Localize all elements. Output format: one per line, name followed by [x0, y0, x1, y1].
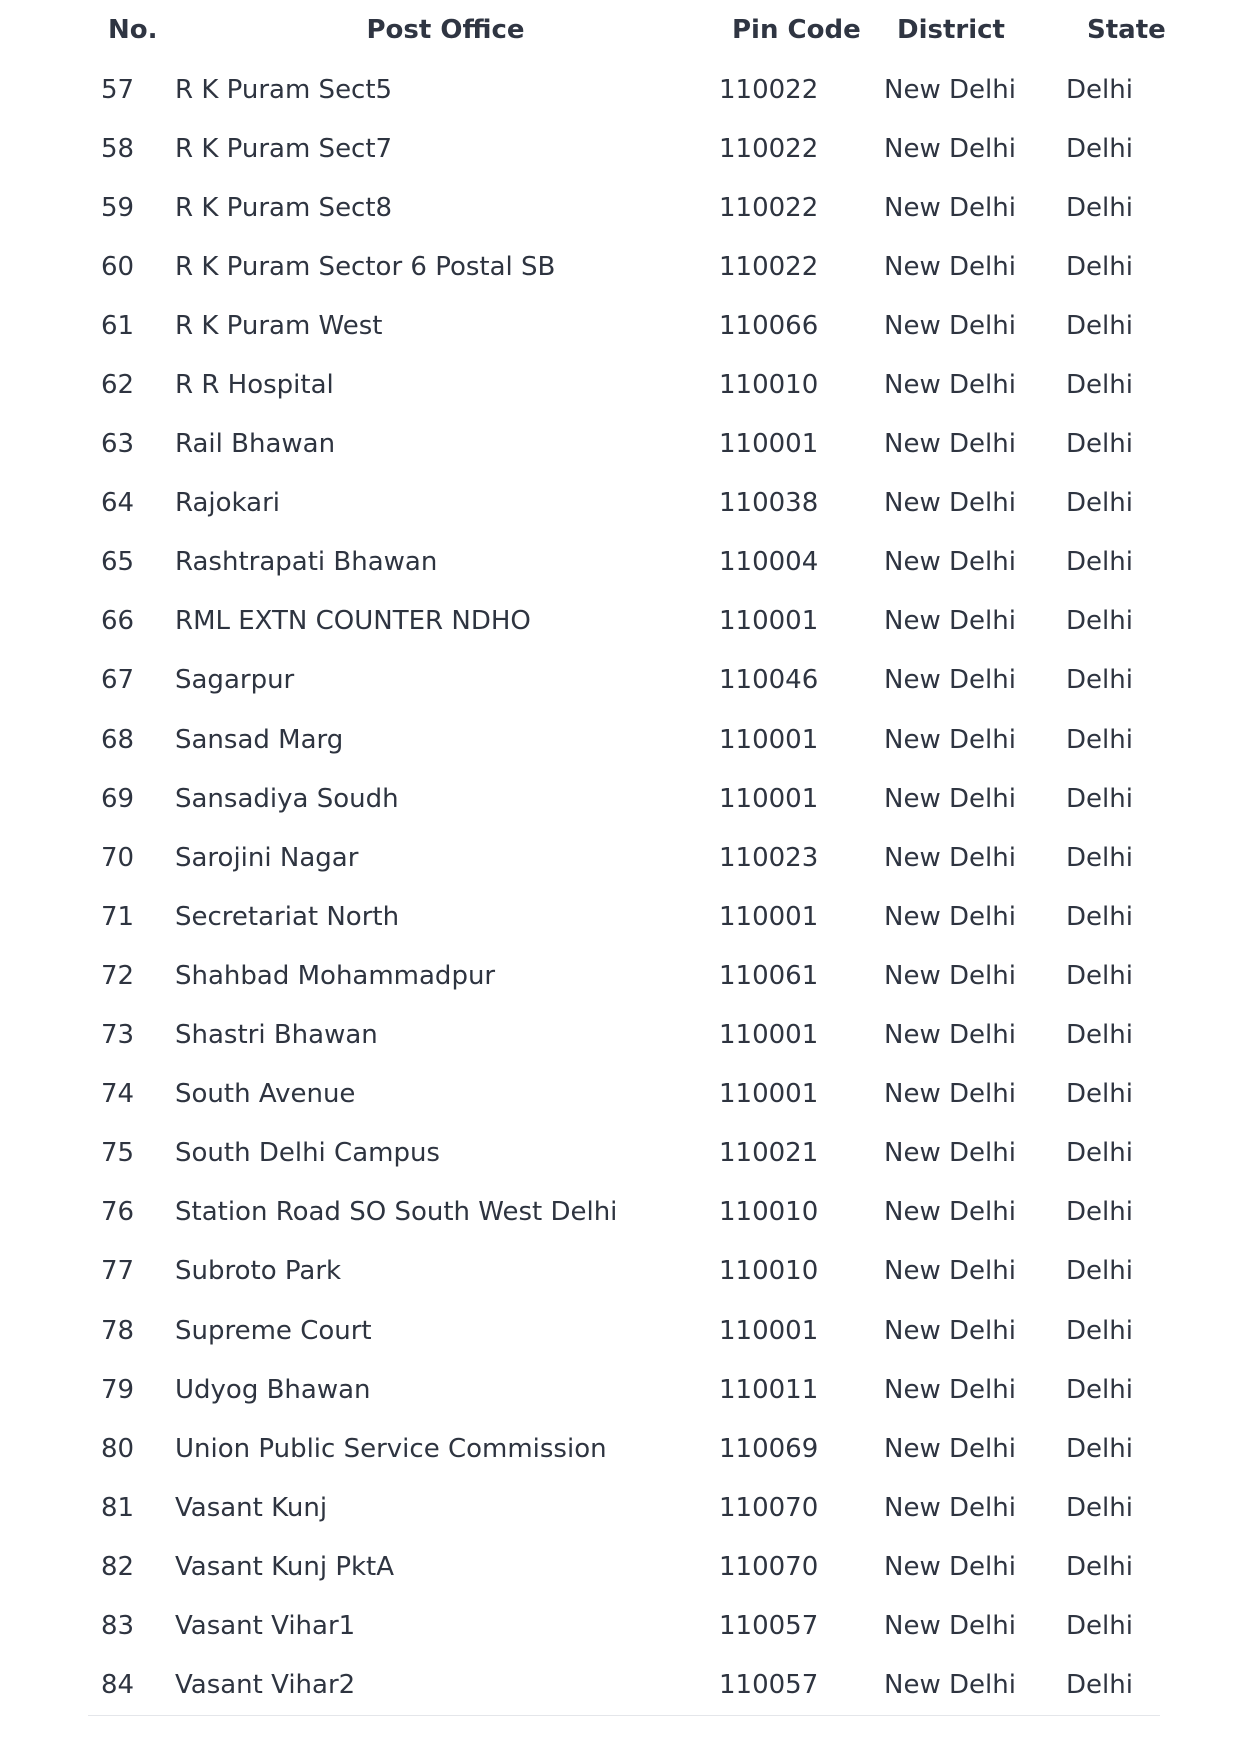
cell-pin-code: 110057	[719, 1670, 819, 1701]
header-district: District	[897, 15, 1005, 45]
cell-no: 74	[101, 1079, 135, 1110]
table-row	[88, 887, 1160, 946]
cell-district: New Delhi	[884, 1492, 1016, 1523]
cell-no: 82	[101, 1551, 135, 1582]
table-row	[88, 1301, 1160, 1360]
cell-post-office: Rashtrapati Bhawan	[175, 547, 438, 578]
cell-pin-code: 110001	[719, 606, 819, 637]
cell-district: New Delhi	[884, 370, 1016, 401]
cell-no: 70	[101, 842, 135, 873]
cell-state: Delhi	[1066, 724, 1133, 755]
cell-state: Delhi	[1066, 665, 1133, 696]
cell-no: 67	[101, 665, 135, 696]
cell-state: Delhi	[1066, 1433, 1133, 1464]
cell-pin-code: 110021	[719, 1138, 819, 1169]
cell-no: 57	[101, 74, 135, 105]
cell-no: 79	[101, 1374, 135, 1405]
cell-post-office: South Delhi Campus	[175, 1138, 440, 1169]
cell-pin-code: 110001	[719, 1020, 819, 1051]
table-row	[88, 1183, 1160, 1242]
cell-no: 73	[101, 1020, 135, 1051]
cell-state: Delhi	[1066, 133, 1133, 164]
table-row	[88, 415, 1160, 474]
cell-district: New Delhi	[884, 1315, 1016, 1346]
table-row	[88, 828, 1160, 887]
cell-no: 83	[101, 1610, 135, 1641]
cell-pin-code: 110011	[719, 1374, 819, 1405]
cell-no: 58	[101, 133, 135, 164]
cell-district: New Delhi	[884, 133, 1016, 164]
cell-post-office: Vasant Vihar2	[175, 1670, 356, 1701]
cell-no: 61	[101, 310, 135, 341]
cell-post-office: R K Puram Sect8	[175, 192, 393, 223]
cell-district: New Delhi	[884, 488, 1016, 519]
cell-state: Delhi	[1066, 1138, 1133, 1169]
cell-post-office: Vasant Vihar1	[175, 1610, 356, 1641]
table-row	[88, 651, 1160, 710]
cell-post-office: Secretariat North	[175, 901, 400, 932]
table-header	[88, 0, 1166, 60]
cell-district: New Delhi	[884, 1256, 1016, 1287]
cell-post-office: Rajokari	[175, 488, 281, 519]
cell-pin-code: 110022	[719, 133, 819, 164]
cell-pin-code: 110070	[719, 1551, 819, 1582]
cell-post-office: R K Puram Sect7	[175, 133, 393, 164]
table-row	[88, 1242, 1160, 1301]
cell-district: New Delhi	[884, 1138, 1016, 1169]
table-row	[88, 1656, 1160, 1715]
post-office-table-container	[88, 0, 1166, 1716]
cell-state: Delhi	[1066, 1610, 1133, 1641]
table-row	[88, 769, 1160, 828]
cell-district: New Delhi	[884, 1020, 1016, 1051]
cell-state: Delhi	[1066, 1551, 1133, 1582]
cell-district: New Delhi	[884, 429, 1016, 460]
cell-no: 75	[101, 1138, 135, 1169]
cell-state: Delhi	[1066, 783, 1133, 814]
cell-state: Delhi	[1066, 1670, 1133, 1701]
cell-state: Delhi	[1066, 842, 1133, 873]
cell-pin-code: 110010	[719, 1256, 819, 1287]
cell-pin-code: 110038	[719, 488, 819, 519]
cell-state: Delhi	[1066, 1197, 1133, 1228]
header-post-office: Post Office	[366, 15, 525, 45]
header-state: State	[1087, 15, 1166, 45]
table-row	[88, 1124, 1160, 1183]
cell-district: New Delhi	[884, 74, 1016, 105]
cell-pin-code: 110001	[719, 1315, 819, 1346]
cell-district: New Delhi	[884, 606, 1016, 637]
cell-district: New Delhi	[884, 1374, 1016, 1405]
cell-state: Delhi	[1066, 251, 1133, 282]
cell-no: 76	[101, 1197, 135, 1228]
cell-district: New Delhi	[884, 901, 1016, 932]
cell-state: Delhi	[1066, 1256, 1133, 1287]
cell-district: New Delhi	[884, 1551, 1016, 1582]
cell-no: 62	[101, 370, 135, 401]
cell-no: 84	[101, 1670, 135, 1701]
cell-pin-code: 110066	[719, 310, 819, 341]
cell-state: Delhi	[1066, 74, 1133, 105]
header-no: No.	[108, 15, 158, 45]
cell-pin-code: 110057	[719, 1610, 819, 1641]
cell-no: 66	[101, 606, 135, 637]
table-row	[88, 710, 1160, 769]
cell-pin-code: 110070	[719, 1492, 819, 1523]
cell-post-office: Supreme Court	[175, 1315, 372, 1346]
cell-no: 65	[101, 547, 135, 578]
cell-post-office: Shastri Bhawan	[175, 1020, 378, 1051]
post-office-table	[88, 0, 1166, 1715]
cell-post-office: Station Road SO South West Delhi	[175, 1197, 618, 1228]
cell-state: Delhi	[1066, 370, 1133, 401]
cell-pin-code: 110001	[719, 429, 819, 460]
cell-pin-code: 110001	[719, 783, 819, 814]
cell-no: 72	[101, 960, 135, 991]
cell-pin-code: 110061	[719, 960, 819, 991]
cell-state: Delhi	[1066, 1020, 1133, 1051]
cell-post-office: Sarojini Nagar	[175, 842, 359, 873]
cell-district: New Delhi	[884, 192, 1016, 223]
cell-state: Delhi	[1066, 310, 1133, 341]
table-row	[88, 533, 1160, 592]
cell-post-office: R K Puram West	[175, 310, 383, 341]
cell-post-office: Union Public Service Commission	[175, 1433, 607, 1464]
cell-pin-code: 110023	[719, 842, 819, 873]
cell-no: 69	[101, 783, 135, 814]
cell-district: New Delhi	[884, 1670, 1016, 1701]
table-row	[88, 1478, 1160, 1537]
cell-state: Delhi	[1066, 1374, 1133, 1405]
cell-post-office: Sansadiya Soudh	[175, 783, 399, 814]
cell-no: 81	[101, 1492, 135, 1523]
cell-post-office: Vasant Kunj PktA	[175, 1551, 395, 1582]
table-row	[88, 1360, 1160, 1419]
cell-no: 71	[101, 901, 135, 932]
cell-no: 60	[101, 251, 135, 282]
cell-pin-code: 110010	[719, 1197, 819, 1228]
cell-post-office: Udyog Bhawan	[175, 1374, 371, 1405]
cell-state: Delhi	[1066, 1315, 1133, 1346]
cell-pin-code: 110001	[719, 724, 819, 755]
cell-state: Delhi	[1066, 960, 1133, 991]
cell-post-office: RML EXTN COUNTER NDHO	[175, 606, 531, 637]
cell-district: New Delhi	[884, 547, 1016, 578]
table-row	[88, 296, 1160, 355]
table-row	[88, 592, 1160, 651]
cell-no: 80	[101, 1433, 135, 1464]
table-row	[88, 237, 1160, 296]
cell-no: 63	[101, 429, 135, 460]
cell-no: 78	[101, 1315, 135, 1346]
cell-pin-code: 110004	[719, 547, 819, 578]
table-row	[88, 1596, 1160, 1655]
cell-district: New Delhi	[884, 960, 1016, 991]
cell-post-office: South Avenue	[175, 1079, 356, 1110]
cell-state: Delhi	[1066, 606, 1133, 637]
cell-state: Delhi	[1066, 1079, 1133, 1110]
table-row	[88, 1537, 1160, 1596]
cell-district: New Delhi	[884, 1433, 1016, 1464]
cell-district: New Delhi	[884, 310, 1016, 341]
cell-post-office: Sagarpur	[175, 665, 295, 696]
cell-district: New Delhi	[884, 251, 1016, 282]
cell-post-office: R K Puram Sector 6 Postal SB	[175, 251, 556, 282]
table-row	[88, 355, 1160, 414]
cell-district: New Delhi	[884, 1197, 1016, 1228]
table-row	[88, 474, 1160, 533]
table-row	[88, 178, 1160, 237]
cell-post-office: Sansad Marg	[175, 724, 344, 755]
header-pin-code: Pin Code	[732, 15, 861, 45]
cell-district: New Delhi	[884, 724, 1016, 755]
cell-post-office: Shahbad Mohammadpur	[175, 960, 496, 991]
cell-post-office: R R Hospital	[175, 370, 334, 401]
cell-state: Delhi	[1066, 488, 1133, 519]
cell-pin-code: 110022	[719, 74, 819, 105]
cell-pin-code: 110046	[719, 665, 819, 696]
cell-post-office: Vasant Kunj	[175, 1492, 328, 1523]
cell-state: Delhi	[1066, 1492, 1133, 1523]
cell-district: New Delhi	[884, 1610, 1016, 1641]
table-row	[88, 946, 1160, 1005]
cell-post-office: R K Puram Sect5	[175, 74, 393, 105]
cell-no: 77	[101, 1256, 135, 1287]
table-body	[88, 60, 1160, 1715]
cell-state: Delhi	[1066, 547, 1133, 578]
cell-pin-code: 110022	[719, 192, 819, 223]
table-row	[88, 119, 1160, 178]
cell-no: 59	[101, 192, 135, 223]
cell-pin-code: 110069	[719, 1433, 819, 1464]
cell-district: New Delhi	[884, 842, 1016, 873]
cell-pin-code: 110010	[719, 370, 819, 401]
cell-state: Delhi	[1066, 901, 1133, 932]
table-row	[88, 1006, 1160, 1065]
cell-state: Delhi	[1066, 192, 1133, 223]
cell-pin-code: 110001	[719, 901, 819, 932]
cell-post-office: Subroto Park	[175, 1256, 342, 1287]
cell-pin-code: 110001	[719, 1079, 819, 1110]
cell-pin-code: 110022	[719, 251, 819, 282]
cell-post-office: Rail Bhawan	[175, 429, 336, 460]
table-row	[88, 60, 1160, 119]
cell-district: New Delhi	[884, 665, 1016, 696]
table-row	[88, 1065, 1160, 1124]
table-row	[88, 1419, 1160, 1478]
header-row	[88, 0, 1160, 60]
cell-state: Delhi	[1066, 429, 1133, 460]
cell-no: 64	[101, 488, 135, 519]
cell-district: New Delhi	[884, 1079, 1016, 1110]
cell-no: 68	[101, 724, 135, 755]
cell-district: New Delhi	[884, 783, 1016, 814]
table-bottom-divider	[88, 1715, 1160, 1716]
